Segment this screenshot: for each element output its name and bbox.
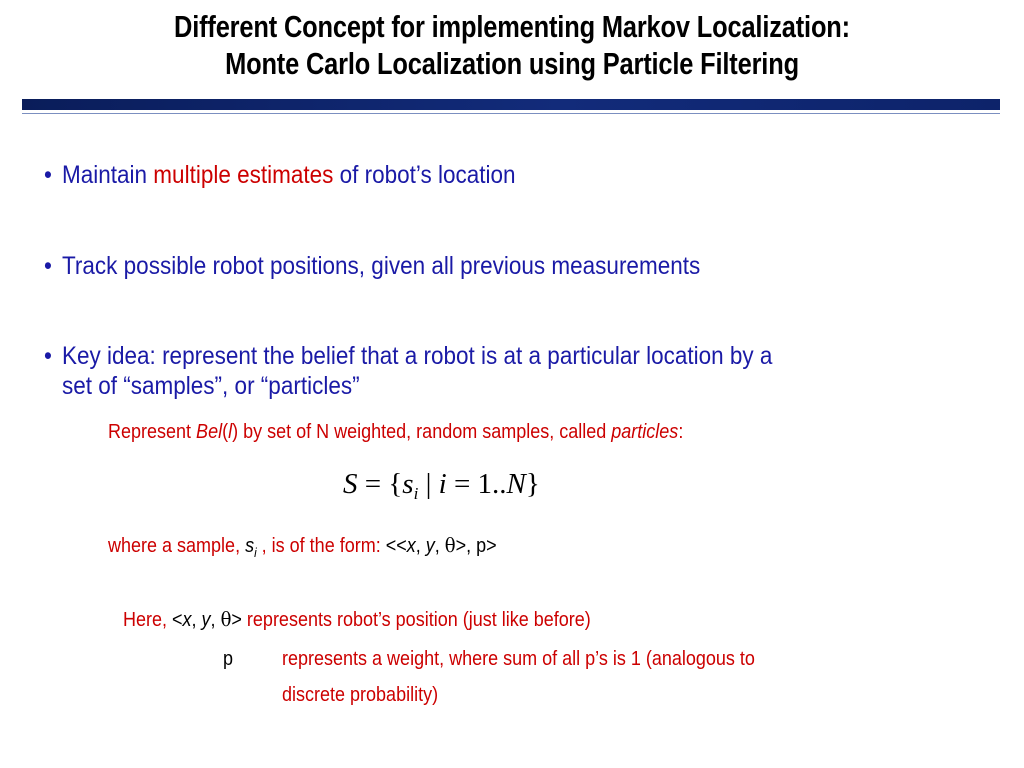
here-open: < [172, 609, 183, 631]
sample-set-formula [343, 468, 540, 504]
form-comma-1: , [415, 535, 426, 557]
form-x: x [406, 535, 416, 557]
slide-title [92, 8, 932, 82]
here-comma-2: , [210, 609, 221, 631]
title-line-2: Monte Carlo Localization using Particle Filtering [225, 46, 799, 81]
where-line [108, 533, 497, 565]
here-comma-1: , [191, 609, 202, 631]
title-line-1: Different Concept for implementing Markov Localization: [174, 9, 850, 44]
here-post: represents robot’s position (just like before) [241, 609, 591, 631]
formula-range: = 1.. [446, 468, 507, 500]
bullet-track-positions [44, 251, 700, 281]
p-description-line-1: represents a weight, where sum of all p’s is 1 (analogous to [282, 648, 755, 670]
particles-term: particles [611, 421, 679, 443]
form-open: << [385, 535, 407, 557]
where-s: s [245, 535, 255, 557]
title-rule-gap [1004, 99, 1008, 110]
formula-s: s [402, 468, 414, 500]
form-y: y [425, 535, 435, 557]
where-mid: , is of the form: [256, 535, 386, 557]
paren-open: ( [222, 421, 229, 443]
represent-line [108, 420, 683, 444]
title-underline [22, 113, 1000, 114]
represent-pre: Represent [108, 421, 197, 443]
bullet1-post: of robot’s location [333, 161, 516, 189]
here-x: x [182, 609, 192, 631]
bel-symbol: Bel [196, 421, 223, 443]
form-theta: θ [444, 533, 456, 557]
form-close: >, p> [455, 535, 497, 557]
title-rule [22, 99, 1000, 110]
bullet-dot: • [44, 161, 52, 189]
formula-N: N [506, 468, 526, 500]
bullet-dot: • [44, 252, 52, 280]
formula-S: S [343, 468, 358, 500]
bullet1-pre: Maintain [62, 161, 154, 189]
here-theta: θ [220, 607, 232, 631]
here-line [123, 607, 591, 632]
formula-close: } [525, 468, 540, 500]
bullet2-text: Track possible robot positions, given all previous measurements [62, 252, 701, 280]
represent-mid: by set of N weighted, random samples, called [238, 421, 612, 443]
bullet3-line1: Key idea: represent the belief that a robot is at a particular location by a [62, 342, 773, 370]
formula-bar: | [418, 468, 439, 500]
formula-eq-open: = { [357, 468, 403, 500]
formula-subscript-i: i [413, 484, 419, 503]
bullet3-line2: set of “samples”, or “particles” [62, 372, 360, 400]
where-pre: where a sample, [108, 535, 246, 557]
p-description-line-2: discrete probability) [282, 684, 439, 706]
form-comma-2: , [434, 535, 445, 557]
represent-colon: : [678, 421, 684, 443]
where-subscript-i: i [254, 545, 257, 560]
l-symbol: l [228, 421, 233, 443]
formula-i: i [438, 468, 447, 500]
here-y: y [201, 609, 211, 631]
bullet1-highlight: multiple estimates [153, 161, 334, 189]
here-pre: Here, [123, 609, 173, 631]
here-close: > [231, 609, 242, 631]
p-label: p [223, 648, 234, 670]
paren-close: ) [232, 421, 239, 443]
bullet-maintain-estimates [44, 160, 516, 190]
bullet-key-idea [44, 341, 772, 401]
bullet-dot: • [44, 342, 52, 370]
